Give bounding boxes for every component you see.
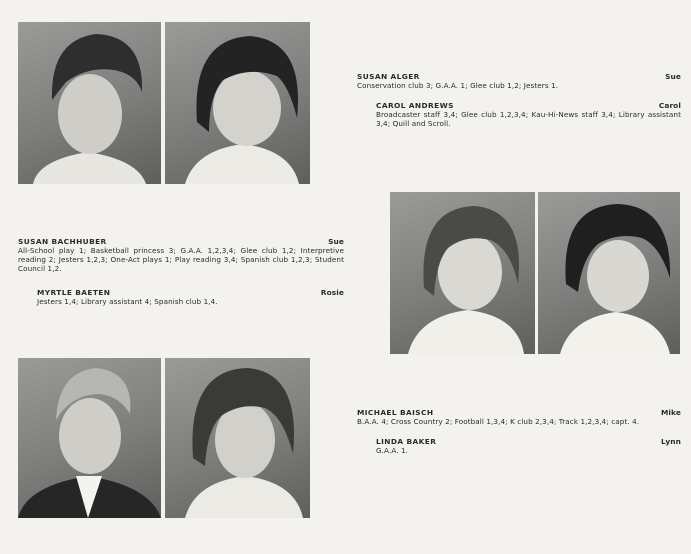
student-entry — [357, 72, 681, 90]
student-activities: G.A.A. 1. — [376, 446, 409, 455]
portrait-photo — [538, 192, 680, 354]
portrait-photo — [390, 192, 535, 354]
student-name: SUSAN BACHHUBER — [18, 237, 107, 246]
student-name: SUSAN ALGER — [357, 72, 420, 81]
student-name: CAROL ANDREWS — [376, 101, 454, 110]
student-activities: Jesters 1,4; Library assistant 4; Spanish club 1,4. — [37, 297, 218, 306]
student-activities: Conservation club 3; G.A.A. 1; Glee club 1,2; Jesters 1. — [357, 81, 559, 90]
student-nickname: Lynn — [661, 437, 681, 446]
student-activities: All-School play 1; Basketball princess 3; G.A.A. 1,2,3,4; Glee club 1,2; Interpretive reading 2; Jesters 1,2,3; One-Act plays 1; Play reading 3,4; Spanish club 1,2,3; Student Council 1,2. — [18, 246, 344, 273]
student-entry — [357, 408, 681, 426]
student-entry — [37, 288, 344, 306]
student-name: MICHAEL BAISCH — [357, 408, 434, 417]
student-entry — [376, 437, 681, 455]
student-nickname: Sue — [665, 72, 681, 81]
student-entry — [376, 101, 681, 128]
portrait-photo — [18, 358, 161, 518]
portrait-photo — [165, 358, 310, 518]
portrait-photo — [165, 22, 310, 184]
student-activities: B.A.A. 4; Cross Country 2; Football 1,3,4; K club 2,3,4; Track 1,2,3,4; capt. 4. — [357, 417, 640, 426]
portrait-photo — [18, 22, 161, 184]
student-nickname: Carol — [658, 101, 681, 110]
student-name: LINDA BAKER — [376, 437, 437, 446]
student-nickname: Mike — [660, 408, 681, 417]
student-name: MYRTLE BAETEN — [37, 288, 111, 297]
student-activities: Broadcaster staff 3,4; Glee club 1,2,3,4; Kau-Hi-News staff 3,4; Library assistant 3,4; Quill and Scroll. — [376, 110, 681, 128]
student-nickname: Rosie — [320, 288, 344, 297]
student-entry — [18, 237, 344, 273]
student-nickname: Sue — [328, 237, 344, 246]
